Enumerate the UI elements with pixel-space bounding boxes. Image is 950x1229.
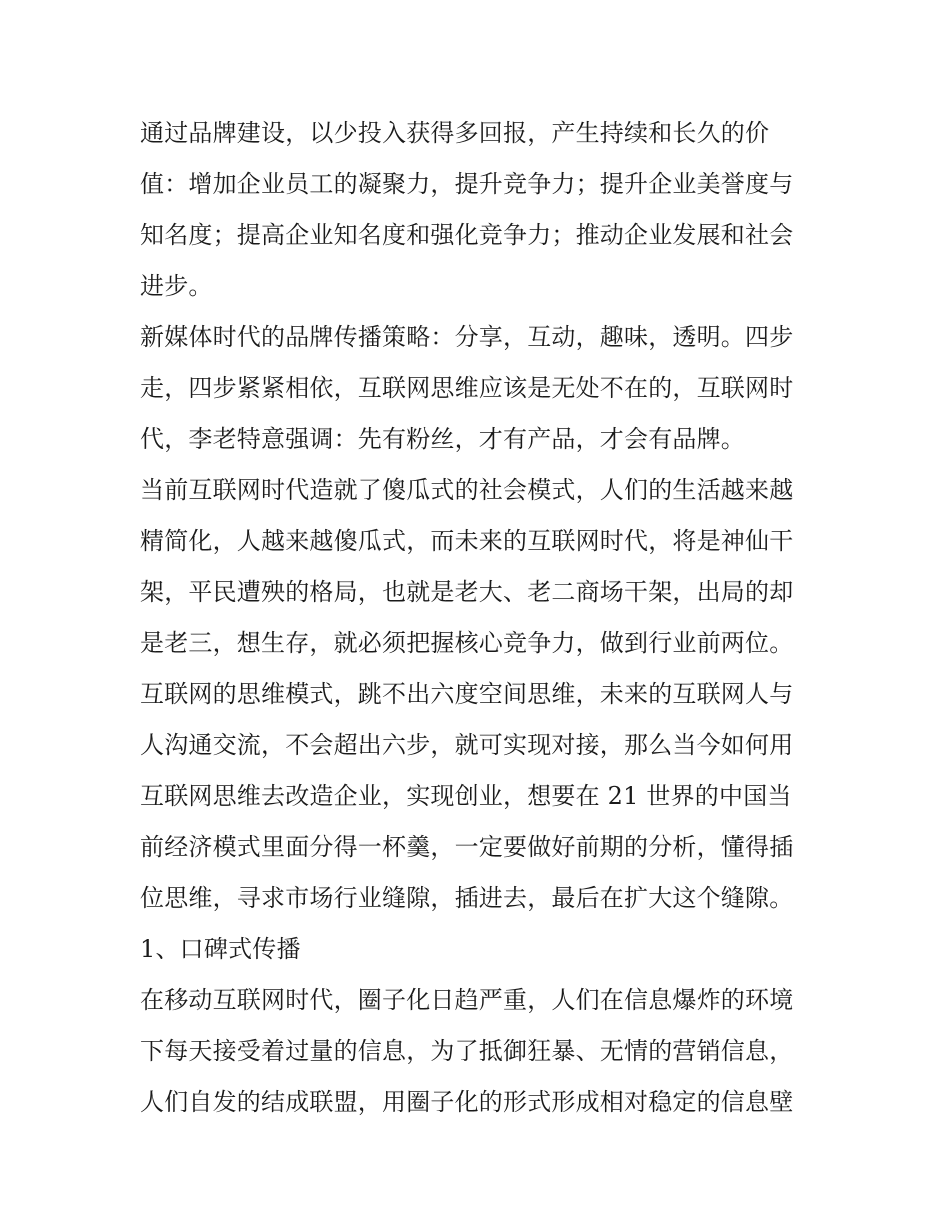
text-line: 通过品牌建设，以少投入获得多回报，产生持续和长久的价 [140,119,770,147]
text-line: 新媒体时代的品牌传播策略：分享，互动，趣味，透明。四步 [140,323,794,351]
text-line: 代，李老特意强调：先有粉丝，才有产品，才会有品牌。 [140,425,745,453]
text-line: 人们自发的结成联盟，用圈子化的形式形成相对稳定的信息壁 [140,1088,794,1116]
text-line: 当前互联网时代造就了傻瓜式的社会模式，人们的生活越来越 [140,476,794,504]
text-line: 是老三，想生存，就必须把握核心竞争力，做到行业前两位。 [140,629,794,657]
text-line: 人沟通交流，不会超出六步，就可实现对接，那么当今如何用 [140,731,794,759]
text-line: 值：增加企业员工的凝聚力，提升竞争力；提升企业美誉度与 [140,170,794,198]
document-body [140,108,815,1128]
text-line: 下每天接受着过量的信息，为了抵御狂暴、无情的营销信息， [140,1037,794,1065]
text-line: 位思维，寻求市场行业缝隙，插进去，最后在扩大这个缝隙。 [140,884,794,912]
text-line: 前经济模式里面分得一杯羹，一定要做好前期的分析，懂得插 [140,833,794,861]
text-line: 架，平民遭殃的格局，也就是老大、老二商场干架，出局的却 [140,578,794,606]
text-line: 互联网思维去改造企业，实现创业，想要在 21 世界的中国当 [140,782,792,810]
text-line: 知名度；提高企业知名度和强化竞争力；推动企业发展和社会 [140,221,794,249]
text-line: 走，四步紧紧相依，互联网思维应该是无处不在的，互联网时 [140,374,794,402]
text-line: 在移动互联网时代，圈子化日趋严重，人们在信息爆炸的环境 [140,986,794,1014]
section-heading: 1、口碑式传播 [140,935,301,963]
text-line: 互联网的思维模式，跳不出六度空间思维，未来的互联网人与 [140,680,794,708]
text-line: 进步。 [140,272,213,300]
text-line: 精简化，人越来越傻瓜式，而未来的互联网时代，将是神仙干 [140,527,794,555]
